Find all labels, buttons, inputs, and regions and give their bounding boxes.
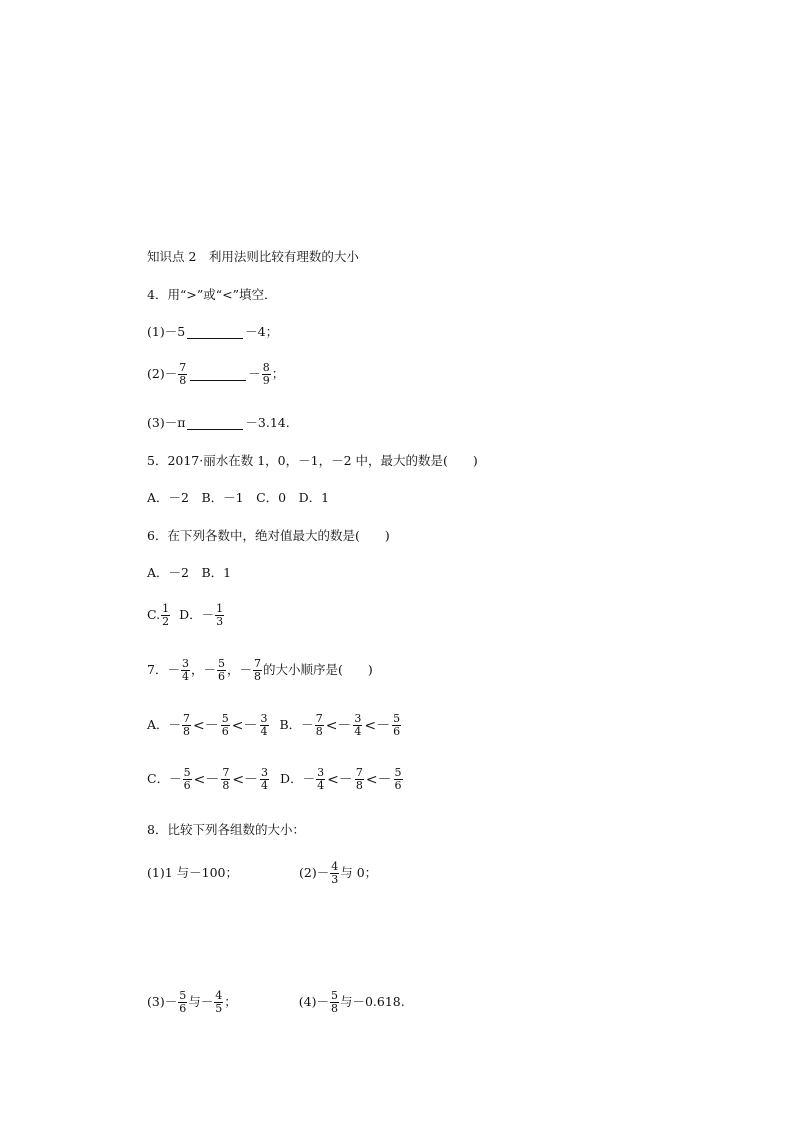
numerator: 1 bbox=[216, 602, 224, 615]
fraction bbox=[221, 767, 230, 792]
denominator: 8 bbox=[330, 1002, 338, 1016]
fraction bbox=[260, 767, 269, 792]
denominator: 6 bbox=[393, 725, 401, 739]
fraction bbox=[262, 362, 271, 387]
answer-blank[interactable] bbox=[190, 368, 246, 381]
numerator: 7 bbox=[183, 712, 191, 725]
question-5-stem: 5．2017·丽水在数 1，0，－1，－2 中，最大的数是( ) bbox=[147, 453, 478, 468]
denominator: 8 bbox=[253, 670, 261, 684]
fraction bbox=[394, 767, 403, 792]
denominator: 2 bbox=[162, 615, 170, 629]
less-than-minus: <－ bbox=[193, 717, 219, 734]
question-7-options-cd: C．－ $\frac{5}{6}$ <－ $\frac{7}{8}$ <－ $\frac{3}{4}$ D．－ $\frac{3}{4}$ <－ $\frac{7}{8}$ <－ $\frac{5}{6}$ bbox=[147, 766, 402, 793]
question-4-stem: 4．用“>”或“<”填空． bbox=[147, 287, 277, 302]
fraction bbox=[330, 861, 339, 886]
less-than-minus: <－ bbox=[231, 717, 258, 734]
denominator: 6 bbox=[179, 1002, 187, 1016]
numerator: 7 bbox=[315, 712, 323, 725]
numerator: 7 bbox=[355, 766, 363, 779]
denominator: 3 bbox=[331, 873, 339, 887]
denominator: 6 bbox=[221, 725, 229, 739]
fraction bbox=[214, 990, 223, 1015]
denominator: 8 bbox=[355, 779, 363, 793]
fraction bbox=[217, 658, 226, 683]
denominator: 4 bbox=[317, 779, 325, 793]
denominator: 4 bbox=[181, 670, 189, 684]
fraction bbox=[392, 713, 401, 738]
question-8-part-3-4: (3)－ $\frac{5}{6}$ 与－ $\frac{4}{5}$ ； (4)－ $\frac{5}{8}$ 与－0.618. bbox=[147, 989, 405, 1016]
fraction bbox=[178, 990, 187, 1015]
numerator: 4 bbox=[331, 860, 339, 873]
numerator: 3 bbox=[261, 766, 269, 779]
numerator: 7 bbox=[222, 766, 230, 779]
less-than-minus: <－ bbox=[364, 717, 391, 734]
fraction bbox=[182, 713, 191, 738]
denominator: 8 bbox=[179, 374, 187, 388]
less-than-minus: <－ bbox=[365, 771, 392, 788]
fraction bbox=[181, 658, 190, 683]
denominator: 4 bbox=[354, 725, 362, 739]
numerator: 1 bbox=[162, 602, 170, 615]
question-8-part-1-2: (1)1 与－100； (2)－ $\frac{4}{3}$ 与 0； bbox=[147, 860, 378, 887]
denominator: 4 bbox=[260, 725, 268, 739]
denominator: 5 bbox=[215, 1002, 223, 1016]
fraction bbox=[183, 767, 192, 792]
denominator: 8 bbox=[183, 725, 191, 739]
numerator: 5 bbox=[394, 766, 402, 779]
numerator: 3 bbox=[260, 712, 268, 725]
numerator: 3 bbox=[181, 657, 189, 670]
denominator: 8 bbox=[315, 725, 323, 739]
question-7-stem: 7．－ $\frac{3}{4}$ ，－ $\frac{5}{6}$ ，－ $\frac{7}{8}$ 的大小顺序是( ) bbox=[147, 657, 373, 684]
question-8-stem: 8．比较下列各组数的大小： bbox=[147, 822, 305, 837]
question-6-options-cd: C. $\frac{1}{2}$ D．－ $\frac{1}{3}$ bbox=[147, 602, 224, 629]
numerator: 7 bbox=[179, 361, 187, 374]
denominator: 4 bbox=[261, 779, 269, 793]
numerator: 5 bbox=[179, 989, 187, 1002]
less-than-minus: <－ bbox=[232, 771, 259, 788]
fraction bbox=[253, 658, 262, 683]
fraction bbox=[178, 362, 187, 387]
question-7-options-ab: A．－ $\frac{7}{8}$ <－ $\frac{5}{6}$ <－ $\frac{3}{4}$ B．－ $\frac{7}{8}$ <－ $\frac{3}{4}$ <－ $\frac{5}{6}$ bbox=[147, 712, 401, 739]
fraction bbox=[161, 603, 170, 628]
denominator: 6 bbox=[183, 779, 191, 793]
numerator: 5 bbox=[330, 989, 338, 1002]
fraction bbox=[355, 767, 364, 792]
denominator: 3 bbox=[216, 615, 224, 629]
question-6-options-ab: A．－2 B．1 bbox=[147, 565, 232, 580]
section-title: 知识点 2 利用法则比较有理数的大小 bbox=[147, 249, 359, 264]
less-than-minus: <－ bbox=[325, 717, 352, 734]
numerator: 5 bbox=[183, 766, 191, 779]
question-5-options: A．－2 B．－1 C．0 D．1 bbox=[147, 490, 330, 505]
denominator: 9 bbox=[262, 374, 270, 388]
numerator: 3 bbox=[354, 712, 362, 725]
fraction bbox=[315, 713, 324, 738]
numerator: 8 bbox=[262, 361, 270, 374]
less-than-minus: <－ bbox=[327, 771, 353, 788]
numerator: 4 bbox=[215, 989, 223, 1002]
question-4-part-2: (2)－ $\frac{7}{8}$ － $\frac{8}{9}$ ； bbox=[147, 361, 285, 388]
numerator: 3 bbox=[317, 766, 325, 779]
numerator: 5 bbox=[393, 712, 401, 725]
denominator: 8 bbox=[222, 779, 230, 793]
numerator: 7 bbox=[253, 657, 261, 670]
fraction bbox=[316, 767, 325, 792]
fraction bbox=[330, 990, 339, 1015]
fraction bbox=[221, 713, 230, 738]
numerator: 5 bbox=[217, 657, 225, 670]
question-6-stem: 6．在下列各数中，绝对值最大的数是( ) bbox=[147, 528, 390, 543]
numerator: 5 bbox=[221, 712, 229, 725]
denominator: 6 bbox=[217, 670, 225, 684]
question-4-part-3: (3)－π －3.14. bbox=[147, 415, 290, 431]
answer-blank[interactable] bbox=[187, 326, 243, 339]
answer-blank[interactable] bbox=[187, 417, 243, 430]
less-than-minus: <－ bbox=[193, 771, 220, 788]
fraction bbox=[260, 713, 269, 738]
question-4-part-1: (1)－5 －4； bbox=[147, 324, 279, 340]
denominator: 6 bbox=[394, 779, 402, 793]
fraction bbox=[215, 603, 224, 628]
fraction bbox=[353, 713, 362, 738]
